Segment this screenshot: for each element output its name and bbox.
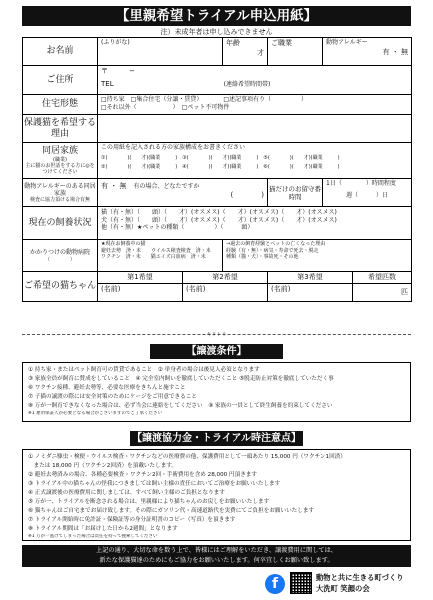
family-sub: (職業)	[53, 157, 67, 163]
family-row-2: ②( )( 才)(職業 ) ④( )( 才)(職業 ) ⑥( )( 才)(職業 )	[101, 164, 340, 170]
organization	[316, 573, 404, 594]
fee-item: ⑤ 万が一、トライアルを断念される場合は、里親様により猫ちゃんのお戻しをお願いいたします	[28, 499, 270, 505]
fee-item: ① ノミダニ駆虫・検便・ウイルス検査・ワクチンなどの医療費の他、保護費用として一頭あたり 15,000 円（ワクチン1回済）	[28, 454, 346, 460]
name-field[interactable]	[98, 38, 223, 66]
current-row-2: 犬（有・無）（ 頭）（ 才）(オスメス)（ 才）(オスメス)（ 才）(オスメス)	[101, 216, 337, 224]
vet-label: かかりつけの動物病院	[29, 248, 90, 256]
transfer-item: ⑦ 子猫の譲渡の際には安全対策のためにケージをご用意できること	[28, 394, 197, 400]
wanted-choice-1[interactable]: (名前)	[98, 284, 183, 302]
reason-field[interactable]	[98, 115, 412, 143]
transfer-item: ⑧ 万が一飼育できなくなった場合は、必ず当会に連絡をしてください ⑨ 家族の一員として終生飼養を約束してください	[28, 403, 333, 409]
fee-title: 【譲渡協力金・トライアル時注意点】	[132, 433, 301, 444]
current-label: 現在の飼養状況	[23, 207, 98, 240]
tel-note: (連絡希望時間帯)	[223, 81, 271, 88]
age-field[interactable]	[223, 38, 268, 66]
vet-list-row-1: 避妊去勢 済・未 ウイルス検査検査 済・未	[101, 247, 211, 254]
transfer-item: ① 持ち家・またはペット飼育可の賃貸であること ② 単身者の場合は後見人必須となります	[28, 367, 260, 373]
footer-line-1: 上記の通り、大切な命を数う上で、皆様にはご理解をいただき、譲渡費用に関しては、	[96, 547, 337, 554]
wanted-choice-3[interactable]: (名前)	[268, 284, 353, 302]
org-tagline: 動物と共に生きる町づくり	[316, 573, 404, 582]
footer-line-2: 新たな保護猫達のためにもご協力をお願いいたします。何卒宜しくお願い致します。	[99, 557, 334, 564]
current-field[interactable]	[98, 207, 412, 240]
family-label-cell	[23, 143, 98, 179]
name-label: お名前	[23, 38, 98, 66]
vet-sub: （ ）	[44, 256, 75, 263]
vet-list-row-2: ワクチン 済・未 猫エイズ白血病 済・未	[101, 254, 206, 260]
wanted-label: ご希望の猫ちゃん	[23, 272, 98, 302]
fee-item: ⑥ 猫ちゃんはご自宅までお届け致します。その際にガソリン代・高速道路代を実費にてご負担をお願いいたします	[28, 508, 315, 514]
housing-line2: □それ以外（ ） □ペット不可物件	[101, 103, 230, 111]
fee-conditions	[22, 449, 411, 541]
family-field[interactable]	[98, 143, 412, 179]
vet-label-cell	[23, 240, 98, 272]
vet-list-header: ★現在お飼養中の猫	[101, 241, 146, 247]
family-allergy-field[interactable]	[98, 179, 268, 207]
family-allergy-paren: ( )	[230, 191, 265, 199]
transfer-title: 【譲渡条件】	[150, 344, 283, 359]
allergy-field[interactable]	[323, 38, 412, 66]
cut-label: キリトリ	[206, 332, 227, 338]
fee-item: ② 避妊去勢済みの場合、各種必要検査・ワクチン2回・手術費用を含め 28,000 円頂きます	[28, 472, 257, 478]
family-header: この用紙を記入される方の家族構成をお書きください	[101, 144, 246, 151]
address-field[interactable]	[98, 66, 412, 95]
postal-code: 〒 −	[101, 67, 135, 75]
absence-label: 猫だけのお留守番時間	[268, 179, 323, 207]
absence-week: 週（ ）日	[346, 191, 389, 199]
family-allergy-sub: 検査に協力頂ける場合有無	[29, 196, 90, 203]
family-label: 同居家族	[41, 146, 78, 156]
family-note: 主に猫のお世話をする方に◎をつけてください	[25, 163, 95, 175]
transfer-conditions	[22, 362, 411, 422]
fee-item: または 18,000 円（ワクチン2回済）を頂戴いたします。	[28, 463, 178, 469]
wanted-choice-2[interactable]: (名前)	[183, 284, 268, 302]
transfer-item: ⑥ ワクチン接種、避妊去勢等、必要な医療をきちんと施すこと	[28, 385, 186, 391]
vet-status-field[interactable]	[98, 240, 223, 272]
family-allergy-label: 動物アレルギーのある同居家族	[24, 182, 96, 197]
allergy-options: 有 ・ 無	[382, 47, 409, 56]
family-row-1: ①( )( 才)(職業 ) ③( )( 才)(職業 ) ⑤( )( 才)(職業 )	[101, 154, 340, 161]
footer-message	[22, 545, 411, 567]
transfer-item: ③ 家族全員が飼育に賛成をしていること ④ 完全室内飼いを徹底していただくこと ⑤脱走防止対策を徹底していただく事	[28, 376, 334, 382]
form-title: 【里親希望トライアル申込用紙】	[22, 6, 411, 26]
subnote: 注）未成年者は申し込みできません	[160, 28, 273, 36]
wanted-header-3: 第3希望	[268, 272, 353, 284]
fee-item: ④ 正式譲渡後の医療費用に関しましては、すべて飼い主様のご負担となります	[28, 490, 225, 496]
org-name: 大洗町 笑顔の会	[316, 583, 370, 593]
application-form	[22, 37, 412, 302]
wanted-header-1: 第1希望	[98, 272, 183, 284]
housing-line1: □持ち家 □集合住宅（分譲・賃貸） □述記事項有り（ ）	[101, 96, 308, 103]
wanted-header-2: 第2希望	[183, 272, 268, 284]
absence-field[interactable]	[323, 179, 412, 207]
fee-note: ※1 万が一逃げてしまった場合は責任を持って捜索してください	[28, 534, 158, 539]
current-row-3: 他（有・無）★ペットの種類（ ）（ 頭）	[101, 224, 254, 231]
past-row-1: 経験（有・無）・病気・寿命で死去・脱走	[226, 247, 319, 254]
fee-item: ⑦ トライアル開始時に免許証・保険証等の身分証明書のコピー（写真）を頂きます	[28, 517, 236, 523]
absence-day: 1日（ ）時間程度	[326, 180, 396, 187]
family-allergy-question: 有の場合、どなたですか	[133, 183, 200, 190]
wanted-header-count: 希望匹数	[353, 272, 412, 284]
housing-label: 住宅形態	[23, 95, 98, 115]
housing-field[interactable]	[98, 95, 412, 115]
allergy-label: 動物アレルギー	[326, 39, 368, 46]
transfer-note: ※1 連帯保証人が必要となる場合がございますのでご了承ください	[28, 411, 163, 416]
facebook-icon[interactable]: f	[265, 574, 285, 594]
job-label: ご職業	[271, 39, 293, 47]
fee-item: ⑧ トライアル期間は「お届けした日から2週間」となります	[28, 526, 178, 532]
age-label: 年齢	[226, 39, 241, 47]
age-unit: 才	[257, 49, 265, 57]
qr-code-icon[interactable]	[290, 572, 312, 594]
address-label: ご住所	[23, 66, 98, 95]
tel-label: TEL	[101, 80, 114, 88]
furigana-label: (ふりがな)	[101, 39, 130, 46]
job-field[interactable]	[268, 38, 323, 66]
fee-item: ③ トライアル中の猫ちゃんの怪我につきましては飼い主様の責任においてご治療をお願いいたします	[28, 481, 281, 487]
past-header: →過去の飼育経験とペットの亡くなった理由	[226, 241, 326, 247]
past-row-2: 種類（猫・犬）・事故死・その他	[226, 254, 299, 260]
family-allergy-label-cell	[23, 179, 98, 207]
reason-label: 保護猫を希望する理由	[23, 115, 98, 143]
wanted-count[interactable]: 匹	[353, 284, 412, 302]
current-row-1: 猫（有・無）（ 頭）（ 才）(オスメス)（ 才）(オスメス)（ 才）(オスメス)	[101, 209, 337, 216]
family-allergy-options: 有 ・ 無	[101, 182, 127, 190]
past-experience-field[interactable]	[223, 240, 412, 272]
